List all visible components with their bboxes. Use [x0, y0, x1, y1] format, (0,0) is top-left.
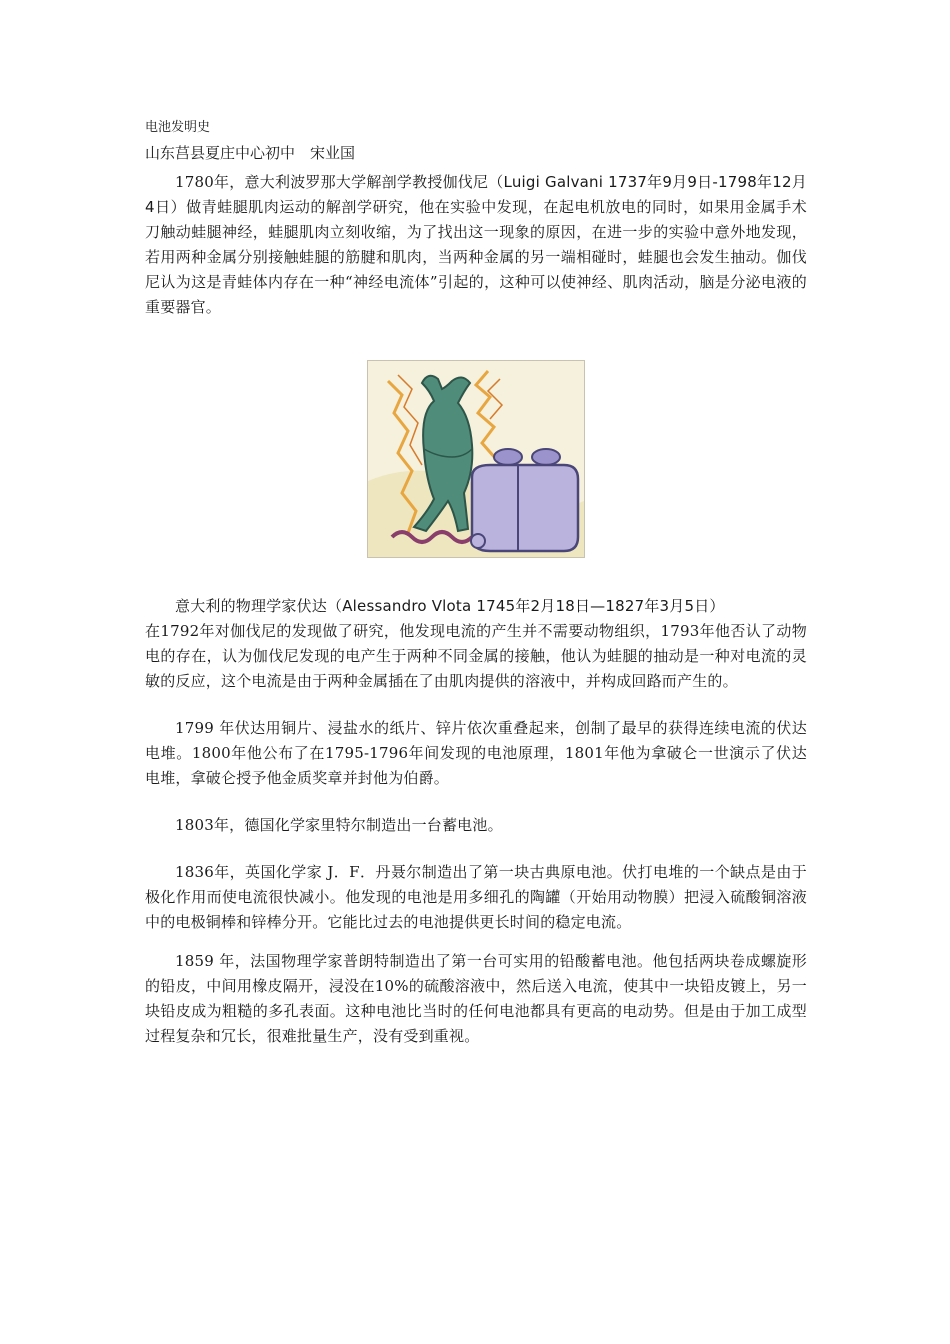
document-author: 山东莒县夏庄中心初中 宋业国 [145, 144, 356, 162]
paragraph-plante: 1859 年，法国物理学家普朗特制造出了第一台可实用的铅酸蓄电池。他包括两块卷成螺旋形的铅皮，中间用橡皮隔开，浸没在10%的硫酸溶液中，然后送入电流，使其中一块铅皮镀上，另一块铅皮成为粗糙的多孔表面。这种电池比当时的任何电池都具有更高的电动势。但是由于加工成型过程复杂和冗长，很难批量生产，没有受到重视。 [145, 952, 807, 1045]
paragraph-daniell-tail: 把浸入硫酸铜溶液中的电极铜棒和锌棒分开。它能比过去的电池提供更长时间的稳定电流。 [145, 888, 807, 931]
battery-terminal-right [532, 449, 560, 465]
battery-cell-body [472, 465, 578, 551]
paragraph-daniell [145, 860, 807, 935]
document-page [145, 118, 807, 1049]
battery-terminal-left [494, 449, 522, 465]
paragraph-galvani-dates: （Luigi Galvani 1737年9月9日-1798年12月4日） [145, 173, 807, 216]
paragraph-galvani [145, 170, 807, 320]
paragraph-galvani-body: 做青蛙腿肌肉运动的解剖学研究，他在实验中发现，在起电机放电的同时，如果用金属手术刀触动蛙腿神经，蛙腿肌肉立刻收缩，为了找出这一现象的原因，在进一步的实验中意外地发现，若用两种金属分别接触蛙腿的筋腱和肌肉，当两种金属的另一端相碰时，蛙腿也会发生抽动。伽伐尼认为这是青蛙体内存在一种“神经电流体”引起的，这种可以使神经、肌肉活动，脑是分泌电液的重要器官。 [145, 198, 807, 316]
paragraph-daniell-lead: 1836年，英国化学家 J．F．丹聂尔制造出了第一块古典原电池。伏打电堆的一个缺点是由于极化作用而使电流很快减小。他发现的电池是用多细孔的陶罐 [145, 863, 807, 906]
paragraph-volta-dates: （Alessandro Vlota 1745年2月18日—1827年3月5日） [327, 597, 725, 615]
frog-battery-illustration [367, 360, 585, 558]
paragraph-volta-body: 在1792年对伽伐尼的发现做了研究，他发现电流的产生并不需要动物组织，1793年他否认了动物电的存在，认为伽伐尼发现的电产生于两种不同金属的接触，他认为蛙腿的抽动是一种对电流的灵敏的反应，这个电流是由于两种金属插在了由肌肉提供的溶液中，并构成回路而产生的。 [145, 622, 807, 690]
paragraph-galvani-intro: 1780年，意大利波罗那大学解剖学教授伽伐尼 [175, 173, 489, 191]
paragraph-voltaic-pile: 1799 年伏达用铜片、浸盐水的纸片、锌片依次重叠起来，创制了最早的获得连续电流的伏达电堆。1800年他公布了在1795-1796年间发现的电池原理，1801年他为拿破仑一世演示了伏达电堆，拿破仑授予他金质奖章并封他为伯爵。 [145, 719, 807, 787]
paragraph-volta-lead: 意大利的物理学家伏达 [175, 597, 328, 615]
frog-battery-drawing [368, 361, 584, 557]
document-title: 电池发明史 [145, 120, 211, 135]
paragraph-daniell-note: （开始用动物膜） [560, 888, 684, 906]
paragraph-ritter: 1803年，德国化学家里特尔制造出一台蓄电池。 [175, 816, 503, 834]
paragraph-volta-intro [145, 594, 807, 619]
battery-connector [471, 534, 485, 548]
